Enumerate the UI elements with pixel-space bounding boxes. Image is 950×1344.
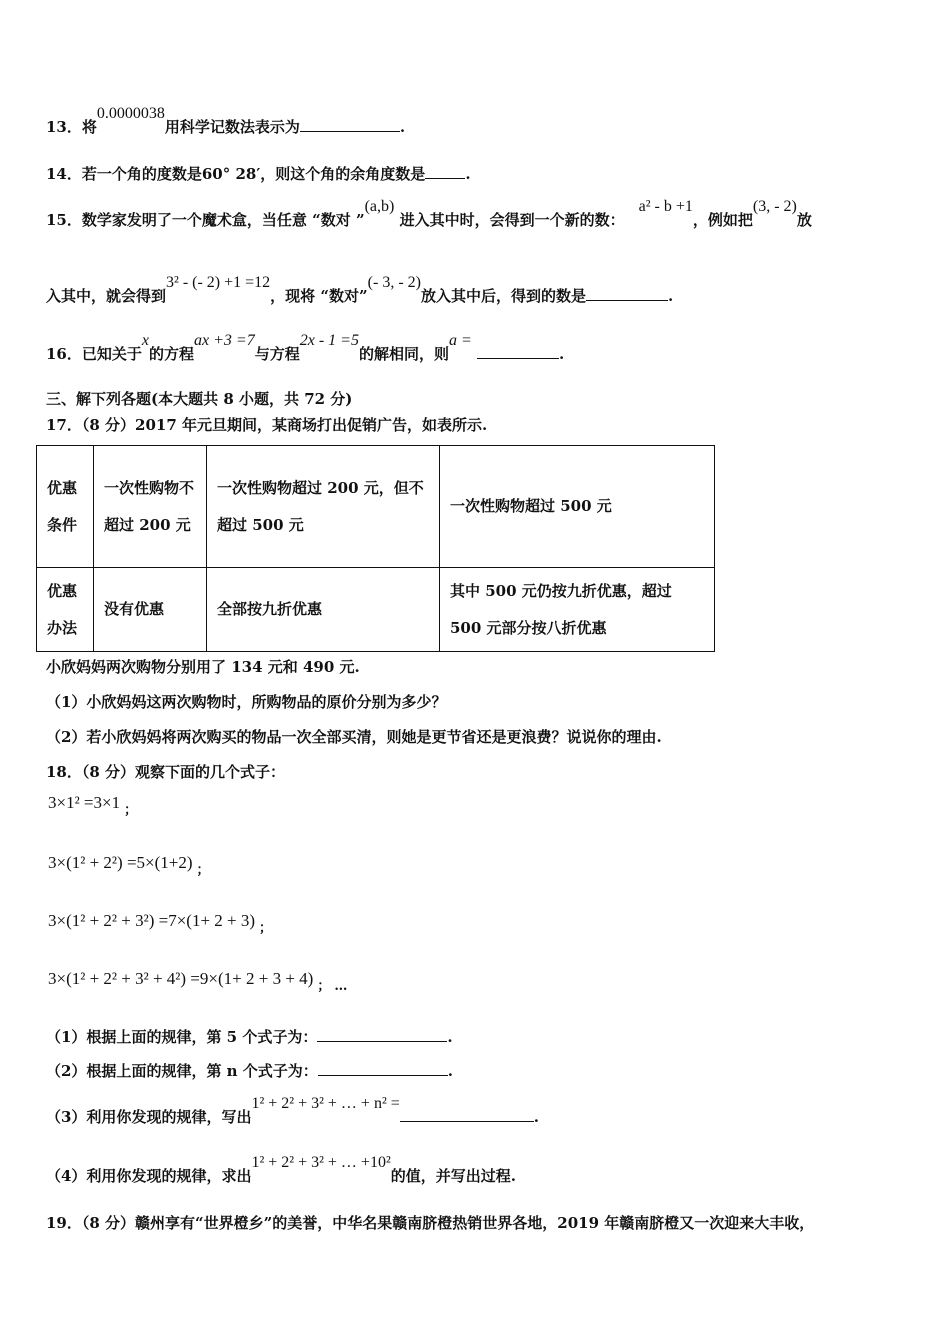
- math-expression: 0.0000038: [96, 105, 165, 122]
- question-15-cont: 入其中，就会得到3² - (- 2) +1 =12，现将 “数对”(- 3, - 2)放入其中后，得到的数是 .: [46, 274, 674, 305]
- answer-blank[interactable]: [300, 117, 400, 132]
- math-expression: 2x - 1 =5: [299, 332, 359, 349]
- math-expression: 1² + 2² + 3² + … +10²: [251, 1154, 391, 1171]
- answer-blank[interactable]: [425, 164, 465, 179]
- answer-blank[interactable]: [586, 286, 668, 301]
- section-heading: 三、解下列各题(本大题共 8 小题，共 72 分): [46, 390, 353, 408]
- question-18-part-1: （1）根据上面的规律，第 5 个式子为： .: [46, 1028, 453, 1046]
- question-17-part-2: （2）若小欣妈妈将两次购买的物品一次全部买清，则她是更节省还是更浪费？说说你的理由.: [46, 728, 662, 746]
- question-16: 16．已知关于x的方程ax +3 =7与方程2x - 1 =5的解相同，则a = .: [46, 332, 565, 363]
- table-cell: 一次性购物超过 200 元，但不超过 500 元: [207, 446, 440, 568]
- question-18-part-2: （2）根据上面的规律，第 n 个式子为： .: [46, 1062, 454, 1080]
- math-expression: a =: [448, 332, 472, 349]
- table-cell: 其中 500 元仍按九折优惠，超过 500 元部分按八折优惠: [440, 568, 715, 652]
- table-cell: 全部按九折优惠: [207, 568, 440, 652]
- math-expression: a² - b +1: [638, 198, 693, 215]
- question-19: 19．（8 分）赣州享有“世界橙乡”的美誉，中华名果赣南脐橙热销世界各地，2019 年赣南脐橙又一次迎来大丰收，: [46, 1214, 815, 1232]
- math-expression: (- 3, - 2): [367, 274, 421, 291]
- promotion-table: [36, 445, 715, 652]
- math-expression: 3² - (- 2) +1 =12: [166, 274, 271, 291]
- math-expression: (a,b): [364, 198, 395, 215]
- table-cell: 没有优惠: [94, 568, 207, 652]
- equation-4: 3×(1² + 2² + 3² + 4²) =9×(1+ 2 + 3 + 4) $_;$ $_\dots$: [48, 969, 348, 994]
- question-13: 13．将0.0000038用科学记数法表示为 .: [46, 105, 406, 136]
- question-17-part-1: （1）小欣妈妈这两次购物时，所购物品的原价分别为多少？: [46, 693, 447, 711]
- answer-blank[interactable]: [318, 1061, 448, 1076]
- answer-blank[interactable]: [477, 344, 559, 359]
- equation-2: 3×(1² + 2²) =5×(1+2) $_;$: [48, 853, 210, 878]
- math-expression: 1² + 2² + 3² + … + n² =: [251, 1095, 400, 1112]
- table-cell: 一次性购物不超过 200 元: [94, 446, 207, 568]
- question-14: 14．若一个角的度数是60° 28′，则这个角的余角度数是 .: [46, 165, 471, 183]
- equation-3: 3×(1² + 2² + 3²) =7×(1+ 2 + 3) $_;$: [48, 911, 273, 936]
- table-cell: 一次性购物超过 500 元: [440, 446, 715, 568]
- question-18-title: 18．（8 分）观察下面的几个式子：: [46, 763, 286, 781]
- math-expression: x: [141, 332, 149, 349]
- question-17-info: 小欣妈妈两次购物分别用了 134 元和 490 元.: [46, 658, 360, 676]
- equation-1: 3×1² =3×1 $_;$: [48, 793, 138, 818]
- table-header-cell: 优惠办法: [37, 568, 94, 652]
- math-expression: (3, - 2): [752, 198, 797, 215]
- answer-blank[interactable]: [400, 1107, 534, 1122]
- table-header-cell: 优惠条件: [37, 446, 94, 568]
- table-row: [37, 568, 715, 652]
- math-expression: ax +3 =7: [194, 332, 255, 349]
- question-17-title: 17．（8 分）2017 年元旦期间，某商场打出促销广告，如表所示.: [46, 416, 488, 434]
- table-row: [37, 446, 715, 568]
- answer-blank[interactable]: [317, 1027, 447, 1042]
- question-18-part-3: （3）利用你发现的规律，写出1² + 2² + 3² + … + n² =.: [46, 1095, 539, 1126]
- question-15: 15．数学家发明了一个魔术盒，当任意 “数对 ”(a,b) 进入其中时，会得到一个新的数：a² - b +1，例如把(3, - 2)放: [46, 198, 812, 229]
- question-18-part-4: （4）利用你发现的规律，求出1² + 2² + 3² + … +10²的值，并写出过程.: [46, 1154, 516, 1185]
